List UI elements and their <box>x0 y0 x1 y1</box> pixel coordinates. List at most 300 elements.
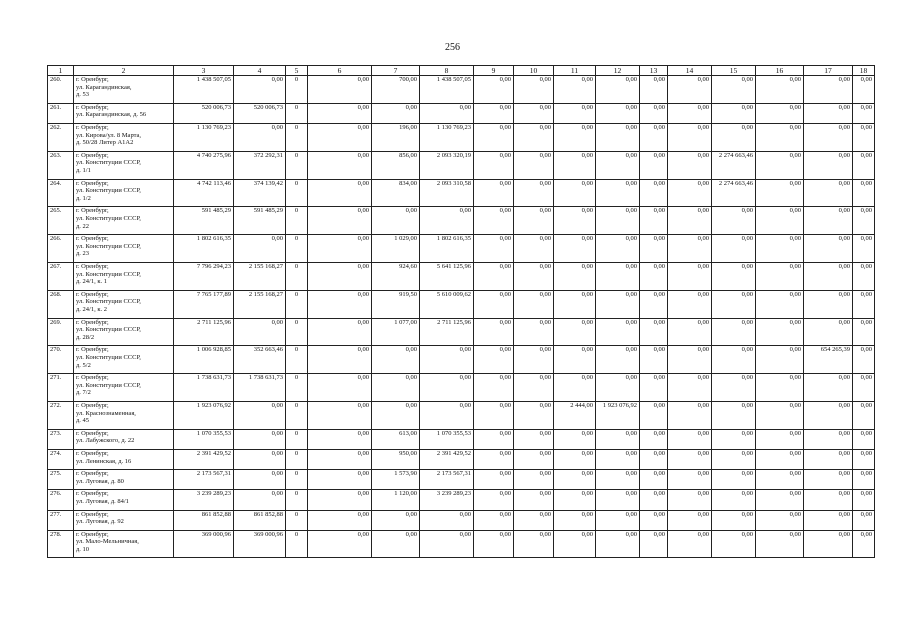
value-cell-col-5: 0 <box>286 490 308 510</box>
address-cell <box>74 207 174 235</box>
value-cell-col-15: 0,00 <box>712 490 756 510</box>
value-cell-col-13: 0,00 <box>640 490 668 510</box>
value-cell-col-6: 0,00 <box>308 470 372 490</box>
value-cell-col-5: 0 <box>286 179 308 207</box>
address-line: ул. Луговая, д. 92 <box>76 518 124 526</box>
value-cell-col-6: 0,00 <box>308 530 372 558</box>
value-cell-col-8: 2 173 567,31 <box>420 470 474 490</box>
value-cell-col-4: 352 663,46 <box>234 346 286 374</box>
value-cell-col-5: 0 <box>286 123 308 151</box>
address-line: ул. Карагандинская, <box>76 83 132 91</box>
address-line: д. 1/1 <box>76 166 91 174</box>
value-cell-col-7: 924,60 <box>372 262 420 290</box>
value-cell-col-8: 0,00 <box>420 103 474 123</box>
value-cell-col-12: 0,00 <box>596 530 640 558</box>
address-cell <box>74 290 174 318</box>
value-cell-col-5: 0 <box>286 510 308 530</box>
value-cell-col-10: 0,00 <box>514 401 554 429</box>
value-cell-col-18: 0,00 <box>853 401 875 429</box>
value-cell-col-15: 0,00 <box>712 76 756 104</box>
address-line: ул. Луговая, д. 84/1 <box>76 497 129 505</box>
value-cell-col-15: 0,00 <box>712 103 756 123</box>
column-number: 17 <box>804 66 853 76</box>
value-cell-col-16: 0,00 <box>756 123 804 151</box>
value-cell-col-11: 0,00 <box>554 470 596 490</box>
value-cell-col-16: 0,00 <box>756 290 804 318</box>
value-cell-col-13: 0,00 <box>640 179 668 207</box>
column-number: 6 <box>308 66 372 76</box>
value-cell-col-5: 0 <box>286 449 308 469</box>
column-number: 5 <box>286 66 308 76</box>
value-cell-col-11: 0,00 <box>554 490 596 510</box>
value-cell-col-14: 0,00 <box>668 235 712 263</box>
value-cell-col-7: 856,00 <box>372 151 420 179</box>
address-line: г. Оренбург, <box>76 374 109 382</box>
value-cell-col-17: 0,00 <box>804 151 853 179</box>
value-cell-col-11: 0,00 <box>554 151 596 179</box>
value-cell-col-4: 2 155 168,27 <box>234 290 286 318</box>
value-cell-col-11: 0,00 <box>554 179 596 207</box>
value-cell-col-12: 0,00 <box>596 318 640 346</box>
address-line: д. 22 <box>76 222 90 230</box>
value-cell-col-10: 0,00 <box>514 374 554 402</box>
address-cell <box>74 179 174 207</box>
value-cell-col-13: 0,00 <box>640 151 668 179</box>
value-cell-col-17: 0,00 <box>804 530 853 558</box>
address-line: ул. Конституции СССР, <box>76 159 141 167</box>
value-cell-col-5: 0 <box>286 429 308 449</box>
value-cell-col-11: 0,00 <box>554 290 596 318</box>
value-cell-col-6: 0,00 <box>308 207 372 235</box>
row-number: 271. <box>48 374 74 402</box>
address-cell <box>74 530 174 558</box>
value-cell-col-9: 0,00 <box>474 490 514 510</box>
value-cell-col-10: 0,00 <box>514 262 554 290</box>
value-cell-col-4: 0,00 <box>234 401 286 429</box>
value-cell-col-8: 5 641 125,96 <box>420 262 474 290</box>
value-cell-col-17: 0,00 <box>804 490 853 510</box>
value-cell-col-9: 0,00 <box>474 290 514 318</box>
value-cell-col-3: 369 000,96 <box>174 530 234 558</box>
address-line: г. Оренбург, <box>76 235 109 243</box>
value-cell-col-13: 0,00 <box>640 262 668 290</box>
value-cell-col-18: 0,00 <box>853 262 875 290</box>
value-cell-col-17: 0,00 <box>804 76 853 104</box>
value-cell-col-3: 1 738 631,73 <box>174 374 234 402</box>
value-cell-col-6: 0,00 <box>308 510 372 530</box>
column-number: 13 <box>640 66 668 76</box>
value-cell-col-5: 0 <box>286 262 308 290</box>
value-cell-col-18: 0,00 <box>853 235 875 263</box>
value-cell-col-16: 0,00 <box>756 103 804 123</box>
value-cell-col-15: 0,00 <box>712 510 756 530</box>
row-number: 275. <box>48 470 74 490</box>
address-line: г. Оренбург, <box>76 76 109 83</box>
value-cell-col-18: 0,00 <box>853 346 875 374</box>
value-cell-col-3: 1 923 076,92 <box>174 401 234 429</box>
column-number: 12 <box>596 66 640 76</box>
address-cell <box>74 103 174 123</box>
row-number: 269. <box>48 318 74 346</box>
row-number: 272. <box>48 401 74 429</box>
value-cell-col-10: 0,00 <box>514 510 554 530</box>
value-cell-col-12: 0,00 <box>596 510 640 530</box>
value-cell-col-15: 0,00 <box>712 374 756 402</box>
table-row <box>48 346 875 374</box>
value-cell-col-12: 0,00 <box>596 179 640 207</box>
value-cell-col-12: 0,00 <box>596 490 640 510</box>
value-cell-col-18: 0,00 <box>853 510 875 530</box>
value-cell-col-16: 0,00 <box>756 490 804 510</box>
value-cell-col-16: 0,00 <box>756 530 804 558</box>
value-cell-col-10: 0,00 <box>514 470 554 490</box>
value-cell-col-7: 0,00 <box>372 374 420 402</box>
table-row <box>48 76 875 104</box>
address-line: д. 53 <box>76 91 90 99</box>
value-cell-col-12: 0,00 <box>596 151 640 179</box>
value-cell-col-4: 0,00 <box>234 318 286 346</box>
value-cell-col-7: 950,00 <box>372 449 420 469</box>
value-cell-col-17: 0,00 <box>804 429 853 449</box>
value-cell-col-12: 0,00 <box>596 76 640 104</box>
value-cell-col-6: 0,00 <box>308 449 372 469</box>
value-cell-col-18: 0,00 <box>853 290 875 318</box>
value-cell-col-11: 0,00 <box>554 510 596 530</box>
value-cell-col-9: 0,00 <box>474 374 514 402</box>
table-row <box>48 401 875 429</box>
value-cell-col-6: 0,00 <box>308 76 372 104</box>
value-cell-col-6: 0,00 <box>308 290 372 318</box>
column-number: 18 <box>853 66 875 76</box>
value-cell-col-13: 0,00 <box>640 290 668 318</box>
value-cell-col-4: 0,00 <box>234 449 286 469</box>
value-cell-col-3: 1 802 616,35 <box>174 235 234 263</box>
value-cell-col-13: 0,00 <box>640 123 668 151</box>
value-cell-col-13: 0,00 <box>640 207 668 235</box>
value-cell-col-10: 0,00 <box>514 103 554 123</box>
address-line: ул. Конституции СССР, <box>76 270 141 278</box>
table-row <box>48 449 875 469</box>
value-cell-col-3: 4 742 113,46 <box>174 179 234 207</box>
address-line: д. 50/28 Литер А1А2 <box>76 139 134 147</box>
address-line: ул. Конституции СССР, <box>76 353 141 361</box>
value-cell-col-10: 0,00 <box>514 490 554 510</box>
value-cell-col-11: 0,00 <box>554 374 596 402</box>
value-cell-col-10: 0,00 <box>514 290 554 318</box>
address-cell <box>74 449 174 469</box>
value-cell-col-3: 7 765 177,89 <box>174 290 234 318</box>
value-cell-col-15: 0,00 <box>712 235 756 263</box>
value-cell-col-16: 0,00 <box>756 346 804 374</box>
table-row <box>48 374 875 402</box>
column-number: 7 <box>372 66 420 76</box>
value-cell-col-17: 0,00 <box>804 103 853 123</box>
value-cell-col-9: 0,00 <box>474 207 514 235</box>
value-cell-col-15: 2 274 663,46 <box>712 151 756 179</box>
value-cell-col-8: 2 711 125,96 <box>420 318 474 346</box>
value-cell-col-12: 0,00 <box>596 290 640 318</box>
value-cell-col-18: 0,00 <box>853 179 875 207</box>
value-cell-col-18: 0,00 <box>853 318 875 346</box>
value-cell-col-11: 0,00 <box>554 262 596 290</box>
table-row <box>48 103 875 123</box>
value-cell-col-4: 591 485,29 <box>234 207 286 235</box>
value-cell-col-10: 0,00 <box>514 179 554 207</box>
value-cell-col-17: 0,00 <box>804 510 853 530</box>
value-cell-col-13: 0,00 <box>640 401 668 429</box>
value-cell-col-17: 0,00 <box>804 318 853 346</box>
address-cell <box>74 76 174 104</box>
table-row <box>48 262 875 290</box>
value-cell-col-12: 0,00 <box>596 235 640 263</box>
value-cell-col-13: 0,00 <box>640 76 668 104</box>
address-line: д. 24/1, к. 2 <box>76 305 108 313</box>
address-cell <box>74 151 174 179</box>
value-cell-col-4: 0,00 <box>234 490 286 510</box>
value-cell-col-9: 0,00 <box>474 346 514 374</box>
value-cell-col-8: 0,00 <box>420 346 474 374</box>
value-cell-col-15: 0,00 <box>712 346 756 374</box>
value-cell-col-9: 0,00 <box>474 510 514 530</box>
value-cell-col-17: 654 265,39 <box>804 346 853 374</box>
value-cell-col-9: 0,00 <box>474 530 514 558</box>
value-cell-col-5: 0 <box>286 235 308 263</box>
value-cell-col-10: 0,00 <box>514 151 554 179</box>
value-cell-col-13: 0,00 <box>640 346 668 374</box>
value-cell-col-9: 0,00 <box>474 262 514 290</box>
value-cell-col-16: 0,00 <box>756 470 804 490</box>
value-cell-col-11: 2 444,00 <box>554 401 596 429</box>
value-cell-col-15: 0,00 <box>712 290 756 318</box>
value-cell-col-15: 0,00 <box>712 207 756 235</box>
value-cell-col-3: 7 796 294,23 <box>174 262 234 290</box>
value-cell-col-9: 0,00 <box>474 429 514 449</box>
value-cell-col-6: 0,00 <box>308 374 372 402</box>
value-cell-col-14: 0,00 <box>668 401 712 429</box>
value-cell-col-15: 0,00 <box>712 470 756 490</box>
value-cell-col-12: 0,00 <box>596 374 640 402</box>
value-cell-col-14: 0,00 <box>668 429 712 449</box>
value-cell-col-3: 861 852,88 <box>174 510 234 530</box>
value-cell-col-4: 1 738 631,73 <box>234 374 286 402</box>
value-cell-col-5: 0 <box>286 290 308 318</box>
value-cell-col-5: 0 <box>286 346 308 374</box>
value-cell-col-12: 0,00 <box>596 262 640 290</box>
value-cell-col-18: 0,00 <box>853 207 875 235</box>
value-cell-col-15: 0,00 <box>712 123 756 151</box>
row-number: 278. <box>48 530 74 558</box>
value-cell-col-13: 0,00 <box>640 318 668 346</box>
value-cell-col-18: 0,00 <box>853 151 875 179</box>
column-number: 8 <box>420 66 474 76</box>
table-row <box>48 235 875 263</box>
value-cell-col-14: 0,00 <box>668 449 712 469</box>
value-cell-col-7: 613,00 <box>372 429 420 449</box>
value-cell-col-17: 0,00 <box>804 207 853 235</box>
value-cell-col-8: 1 130 769,23 <box>420 123 474 151</box>
value-cell-col-11: 0,00 <box>554 235 596 263</box>
value-cell-col-15: 0,00 <box>712 449 756 469</box>
value-cell-col-14: 0,00 <box>668 510 712 530</box>
address-line: д. 1/2 <box>76 194 91 202</box>
value-cell-col-16: 0,00 <box>756 374 804 402</box>
address-line: д. 10 <box>76 545 90 553</box>
value-cell-col-7: 1 029,00 <box>372 235 420 263</box>
value-cell-col-11: 0,00 <box>554 530 596 558</box>
value-cell-col-13: 0,00 <box>640 235 668 263</box>
value-cell-col-12: 1 923 076,92 <box>596 401 640 429</box>
address-line: ул. Конституции СССР, <box>76 381 141 389</box>
value-cell-col-16: 0,00 <box>756 76 804 104</box>
value-cell-col-3: 4 740 275,96 <box>174 151 234 179</box>
value-cell-col-7: 1 077,00 <box>372 318 420 346</box>
value-cell-col-3: 1 438 507,05 <box>174 76 234 104</box>
value-cell-col-8: 0,00 <box>420 530 474 558</box>
address-cell <box>74 490 174 510</box>
value-cell-col-8: 2 391 429,52 <box>420 449 474 469</box>
address-line: г. Оренбург, <box>76 207 109 215</box>
value-cell-col-17: 0,00 <box>804 262 853 290</box>
address-line: ул. Конституции СССР, <box>76 326 141 334</box>
value-cell-col-18: 0,00 <box>853 429 875 449</box>
register-table <box>47 65 875 558</box>
address-line: ул. Конституции СССР, <box>76 298 141 306</box>
value-cell-col-3: 2 711 125,96 <box>174 318 234 346</box>
value-cell-col-5: 0 <box>286 76 308 104</box>
value-cell-col-10: 0,00 <box>514 235 554 263</box>
address-line: ул. Карагандинская, д. 56 <box>76 111 147 119</box>
value-cell-col-3: 1 006 928,85 <box>174 346 234 374</box>
value-cell-col-9: 0,00 <box>474 151 514 179</box>
value-cell-col-10: 0,00 <box>514 123 554 151</box>
table-row <box>48 151 875 179</box>
value-cell-col-11: 0,00 <box>554 207 596 235</box>
value-cell-col-12: 0,00 <box>596 103 640 123</box>
value-cell-col-14: 0,00 <box>668 346 712 374</box>
value-cell-col-5: 0 <box>286 470 308 490</box>
value-cell-col-12: 0,00 <box>596 429 640 449</box>
value-cell-col-11: 0,00 <box>554 429 596 449</box>
address-line: г. Оренбург, <box>76 530 109 538</box>
column-number: 10 <box>514 66 554 76</box>
value-cell-col-16: 0,00 <box>756 262 804 290</box>
address-cell <box>74 510 174 530</box>
value-cell-col-10: 0,00 <box>514 207 554 235</box>
row-number: 265. <box>48 207 74 235</box>
address-cell <box>74 123 174 151</box>
value-cell-col-3: 3 239 289,23 <box>174 490 234 510</box>
value-cell-col-7: 834,00 <box>372 179 420 207</box>
value-cell-col-5: 0 <box>286 151 308 179</box>
value-cell-col-4: 0,00 <box>234 235 286 263</box>
value-cell-col-5: 0 <box>286 374 308 402</box>
value-cell-col-15: 0,00 <box>712 318 756 346</box>
address-cell <box>74 346 174 374</box>
value-cell-col-16: 0,00 <box>756 207 804 235</box>
value-cell-col-16: 0,00 <box>756 401 804 429</box>
value-cell-col-8: 0,00 <box>420 401 474 429</box>
value-cell-col-13: 0,00 <box>640 510 668 530</box>
value-cell-col-17: 0,00 <box>804 401 853 429</box>
address-line: г. Оренбург, <box>76 179 109 187</box>
address-line: д. 24/1, к. 1 <box>76 278 108 286</box>
value-cell-col-16: 0,00 <box>756 510 804 530</box>
value-cell-col-7: 1 573,90 <box>372 470 420 490</box>
value-cell-col-10: 0,00 <box>514 449 554 469</box>
column-number: 3 <box>174 66 234 76</box>
value-cell-col-3: 520 006,73 <box>174 103 234 123</box>
value-cell-col-7: 700,00 <box>372 76 420 104</box>
value-cell-col-6: 0,00 <box>308 346 372 374</box>
address-line: г. Оренбург, <box>76 470 109 478</box>
value-cell-col-14: 0,00 <box>668 179 712 207</box>
value-cell-col-13: 0,00 <box>640 429 668 449</box>
value-cell-col-7: 1 120,00 <box>372 490 420 510</box>
value-cell-col-16: 0,00 <box>756 429 804 449</box>
value-cell-col-9: 0,00 <box>474 401 514 429</box>
value-cell-col-3: 2 391 429,52 <box>174 449 234 469</box>
value-cell-col-14: 0,00 <box>668 530 712 558</box>
value-cell-col-11: 0,00 <box>554 346 596 374</box>
table-row <box>48 179 875 207</box>
row-number: 276. <box>48 490 74 510</box>
value-cell-col-9: 0,00 <box>474 103 514 123</box>
value-cell-col-16: 0,00 <box>756 235 804 263</box>
value-cell-col-18: 0,00 <box>853 76 875 104</box>
value-cell-col-11: 0,00 <box>554 318 596 346</box>
row-number: 273. <box>48 429 74 449</box>
value-cell-col-5: 0 <box>286 103 308 123</box>
column-number: 2 <box>74 66 174 76</box>
value-cell-col-14: 0,00 <box>668 470 712 490</box>
value-cell-col-17: 0,00 <box>804 179 853 207</box>
address-line: ул. Лабужского, д. 22 <box>76 437 135 445</box>
column-number: 4 <box>234 66 286 76</box>
address-line: д. 5/2 <box>76 361 91 369</box>
value-cell-col-18: 0,00 <box>853 470 875 490</box>
value-cell-col-7: 0,00 <box>372 103 420 123</box>
address-line: д. 45 <box>76 417 90 425</box>
table-row <box>48 510 875 530</box>
value-cell-col-8: 0,00 <box>420 510 474 530</box>
value-cell-col-4: 374 139,42 <box>234 179 286 207</box>
value-cell-col-14: 0,00 <box>668 76 712 104</box>
value-cell-col-14: 0,00 <box>668 290 712 318</box>
value-cell-col-8: 2 093 310,58 <box>420 179 474 207</box>
row-number: 264. <box>48 179 74 207</box>
value-cell-col-7: 0,00 <box>372 530 420 558</box>
value-cell-col-12: 0,00 <box>596 123 640 151</box>
value-cell-col-16: 0,00 <box>756 179 804 207</box>
value-cell-col-4: 0,00 <box>234 470 286 490</box>
address-line: г. Оренбург, <box>76 346 109 354</box>
value-cell-col-17: 0,00 <box>804 123 853 151</box>
address-cell <box>74 235 174 263</box>
address-line: г. Оренбург, <box>76 151 109 159</box>
value-cell-col-7: 0,00 <box>372 401 420 429</box>
column-number: 9 <box>474 66 514 76</box>
value-cell-col-3: 1 070 355,53 <box>174 429 234 449</box>
value-cell-col-18: 0,00 <box>853 449 875 469</box>
value-cell-col-5: 0 <box>286 318 308 346</box>
value-cell-col-13: 0,00 <box>640 374 668 402</box>
value-cell-col-9: 0,00 <box>474 470 514 490</box>
table-row <box>48 530 875 558</box>
address-line: г. Оренбург, <box>76 449 109 457</box>
table-row <box>48 318 875 346</box>
table-row <box>48 490 875 510</box>
address-line: г. Оренбург, <box>76 429 109 437</box>
